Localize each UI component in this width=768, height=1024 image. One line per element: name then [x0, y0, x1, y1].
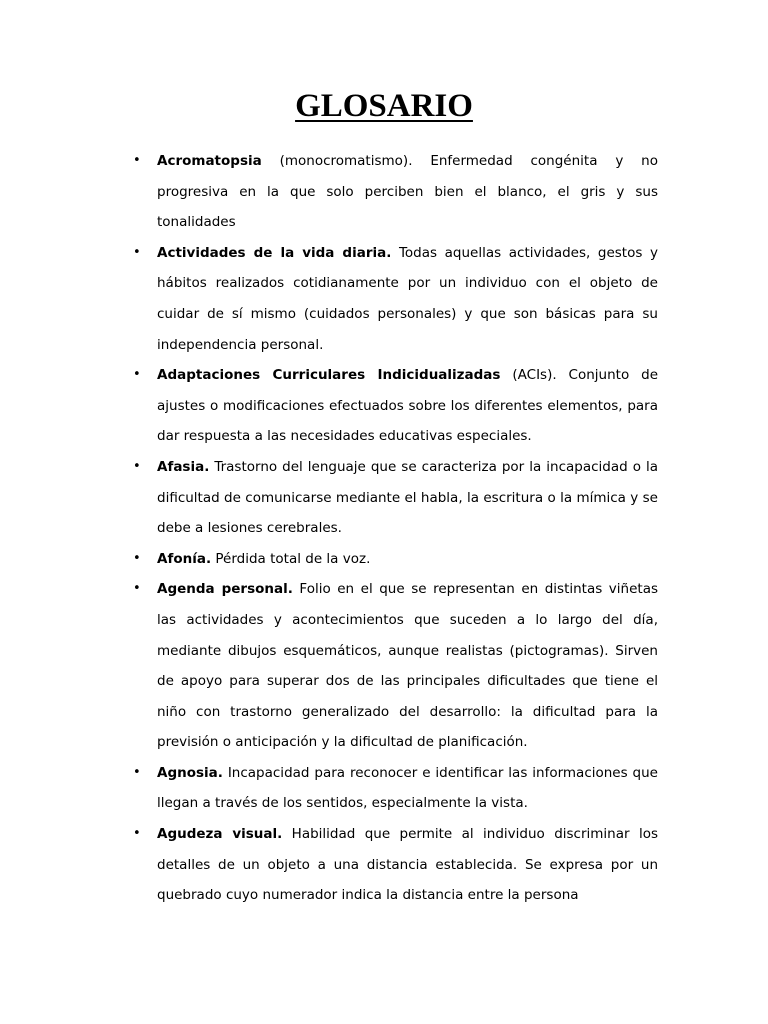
- glossary-term: Acromatopsia: [157, 153, 262, 169]
- bullet-icon: •: [133, 764, 141, 780]
- glossary-list: [133, 146, 659, 911]
- bullet-icon: •: [133, 581, 141, 597]
- glossary-definition: (ACIs). Conjunto de ajustes o modificaciones efectuados sobre los diferentes elementos, para dar respuesta a las necesidades educativas especiales.: [157, 367, 659, 445]
- glossary-definition: Incapacidad para reconocer e identificar las informaciones que llegan a través de los sentidos, especialmente la vista.: [157, 764, 658, 812]
- bullet-icon: •: [133, 244, 141, 260]
- glossary-entry: [133, 574, 659, 758]
- page-title: [0, 86, 768, 126]
- bullet-icon: •: [133, 826, 141, 842]
- glossary-entry: [133, 360, 659, 452]
- glossary-definition: (monocromatismo). Enfermedad congénita y no progresiva en la que solo perciben bien el blanco, el gris y sus tonalidades: [157, 153, 658, 231]
- glossary-term: Agnosia.: [157, 764, 223, 781]
- glossary-entry: [133, 544, 658, 575]
- bullet-icon: •: [133, 550, 141, 566]
- bullet-icon: •: [133, 153, 141, 168]
- glossary-term: Adaptaciones Curriculares Indicidualizadas: [157, 367, 501, 384]
- bullet-icon: •: [133, 367, 141, 383]
- glossary-entry: [133, 238, 658, 360]
- glossary-entry: [133, 452, 658, 544]
- glossary-entry: [133, 758, 658, 819]
- glossary-term: Agudeza visual.: [157, 826, 283, 843]
- glossary-definition: Todas aquellas actividades, gestos y hábitos realizados cotidianamente por un individuo con el objeto de cuidar de sí mismo (cuidados personales) y que son básicas para su independencia personal.: [157, 244, 658, 353]
- glossary-term: Afonía.: [157, 550, 212, 567]
- glossary-definition: Trastorno del lenguaje que se caracteriza por la incapacidad o la dificultad de comunicarse mediante el habla, la escritura o la mímica y se debe a lesiones cerebrales.: [157, 458, 658, 537]
- glossary-entry: [133, 146, 658, 238]
- glossary-term: Actividades de la vida diaria.: [157, 244, 392, 261]
- bullet-icon: •: [133, 458, 141, 474]
- glossary-definition: Habilidad que permite al individuo discriminar los detalles de un objeto a una distancia establecida. Se expresa por un quebrado cuyo numerador indica la distancia entre la persona: [157, 826, 658, 904]
- glossary-definition: Pérdida total de la voz.: [211, 550, 371, 567]
- page-title-text: GLOSARIO: [295, 88, 473, 124]
- glossary-term: Afasia.: [157, 458, 210, 475]
- glossary-definition: Folio en el que se representan en distintas viñetas las actividades y acontecimientos que suceden a lo largo del día, mediante dibujos esquemáticos, aunque realistas (pictogramas). Sirven de apoyo para superar dos de las principales dificultades que tiene el niño con trastorno generalizado del desarrollo: la dificultad para la previsión o anticipación y la dificultad de planificación.: [157, 581, 659, 751]
- glossary-term: Agenda personal.: [157, 581, 293, 598]
- glossary-entry: [133, 819, 658, 911]
